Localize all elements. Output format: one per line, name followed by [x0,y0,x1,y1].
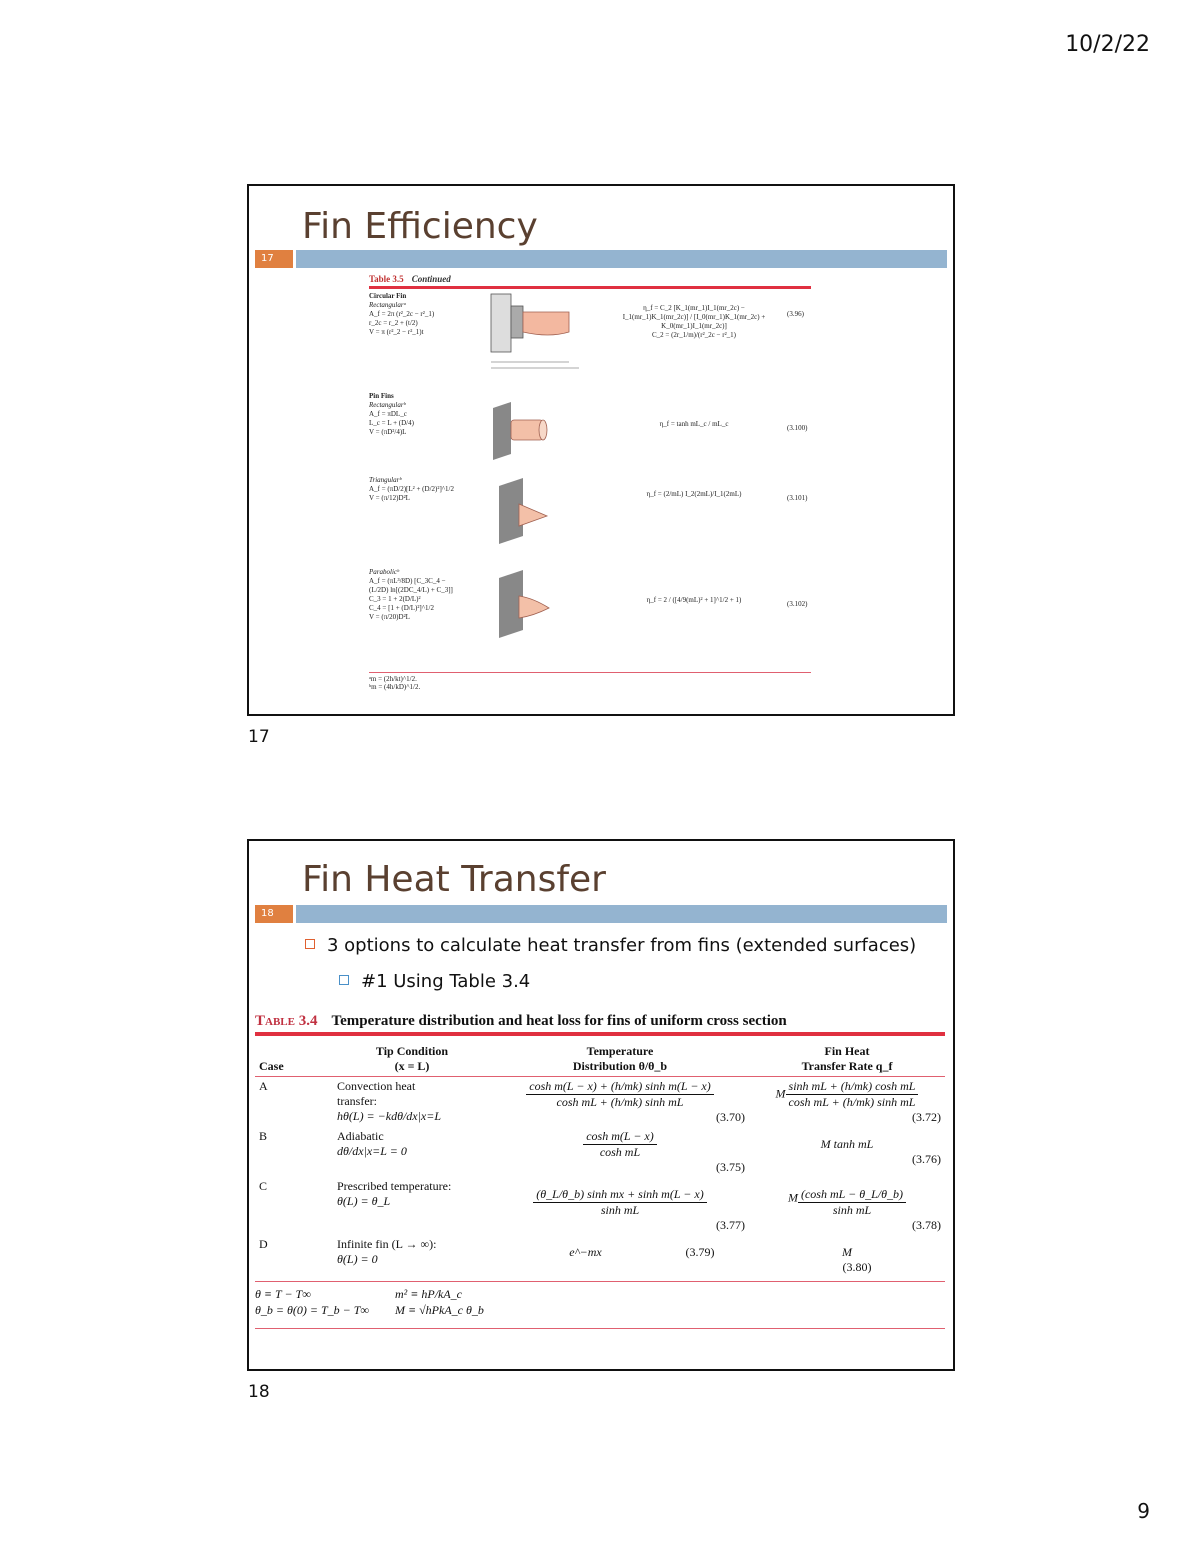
page-date: 10/2/22 [1065,32,1150,57]
slide-title: Fin Heat Transfer [302,859,606,900]
col-tip-condition: Tip Condition (x = L) [333,1042,491,1077]
title-bar [296,905,947,923]
table-heading: Table 3.4 Temperature distribution and heat loss for fins of uniform cross section [255,1013,945,1036]
table-definitions: θ ≡ T − T∞ m² ≡ hP/kA_c θ_b = θ(0) = T_b − T∞ M ≡ √hPkA_c θ_b [255,1281,945,1318]
bullet-square-icon [339,975,349,985]
slide-caption-17: 17 [248,727,270,747]
page-number: 9 [1137,1499,1150,1523]
fin-table [255,1042,945,1277]
col-heat-rate: Fin Heat Transfer Rate q_f [749,1042,945,1077]
slide-number-tag: 17 [255,250,293,268]
table-row: D Infinite fin (L → ∞): θ(L) = 0 e^−mx (3.79) M(3.80) [259,1237,872,1274]
table-row: C Prescribed temperature: θ(L) = θ_L $\frac{\text{(θ\_L/θ\_b) sinh mx + sinh m(L − x)}}{\text{sinh mL}}$ (3.77) M $\frac{\text{(cosh mL − θ\_L/θ\_b)}}{\text{sinh mL}}$ (3.78) [259,1179,941,1232]
pin-triangular-figure [489,476,569,546]
table-footnotes: ᵃm = (2h/kt)^1/2. ᵇm = (4h/kD)^1/2. [369,672,811,691]
slide-fin-heat-transfer [247,839,955,1371]
bullet-options: 3 options to calculate heat transfer from fins (extended surfaces) [305,935,916,956]
circular-fin-figure [489,292,589,374]
table-row: A Convection heat transfer: hθ(L) = −kdθ/dx|x=L $\frac{\text{cosh m(L − x) + (h/mk) sinh m(L − x)}}{\text{cosh mL + (h/mk) sinh mL}}$ (3.70) M $\frac{\text{sinh mL + (h/mk) cosh mL}}{\text{cosh mL + (h/mk) sinh mL}}$ (3.72) [259,1079,941,1124]
table-3-4 [255,1013,945,1329]
col-case: Case [255,1042,333,1077]
table-row: B Adiabatic dθ/dx|x=L = 0 $\frac{\text{cosh m(L − x)}}{\text{cosh mL}}$ (3.75) M tanh mL (3.76) [259,1129,941,1174]
slide-caption-18: 18 [248,1382,270,1402]
table-3-5: Table 3.5 Continued Circular Fin Rectangularᵃ A_f = 2π (r²_2c − r²_1) r_2c = r_2 + (t/2) V = π (r²_2 − r²_1)t η_f = C_2 [K_1(mr_1)I_1(mr_2c) − I_1(mr_1)K_1(mr_2c)] / [I_0(mr_1)K_1(mr_2c) + K_0(mr_1)I_1(mr_2c)] C_2 = (2r_1/m)/(r²_2c − r²_1) (3.96) Pin Fins Rectangularᵇ A_f = πDL_c L_c = L + (D/4) V = (πD²/4)L η_f = tanh mL_c / mL_c (3.100) Triangularᵇ A_f = (πD/2)[L² + (D/2)²]^1/2 V = (π/12)D²L η_f = (2/mL) I_2(2mL)/I_1(2mL) (3.101) Parabolicᵇ A_f = (πL³/8D) [C_3C_4 − (L/2D) ln[(2DC_4/L) + C_3]] C_3 = 1 + 2(D/L)² C_4 = [1 + (D/L)²]^1/2 V = (π/20)D²L η_f = 2 / ([4/9(mL)² + 1]^1/2 + 1) (3.102) ᵃm = (2h/kt)^1/2. ᵇm = (4h/kD)^1/2. [369,274,811,289]
slide-number-tag: 18 [255,905,293,923]
pin-rectangular-figure [489,402,569,462]
table-end-rule [255,1328,945,1329]
slide-title: Fin Efficiency [302,206,538,247]
pin-parabolic-figure [489,568,569,640]
bullet-square-icon [305,939,315,949]
bullet-using-table: #1 Using Table 3.4 [339,971,530,992]
table-heading: Table 3.5 Continued [369,274,811,289]
title-bar [296,250,947,268]
slide-fin-efficiency [247,184,955,716]
col-temperature: Temperature Distribution θ/θ_b [491,1042,749,1077]
